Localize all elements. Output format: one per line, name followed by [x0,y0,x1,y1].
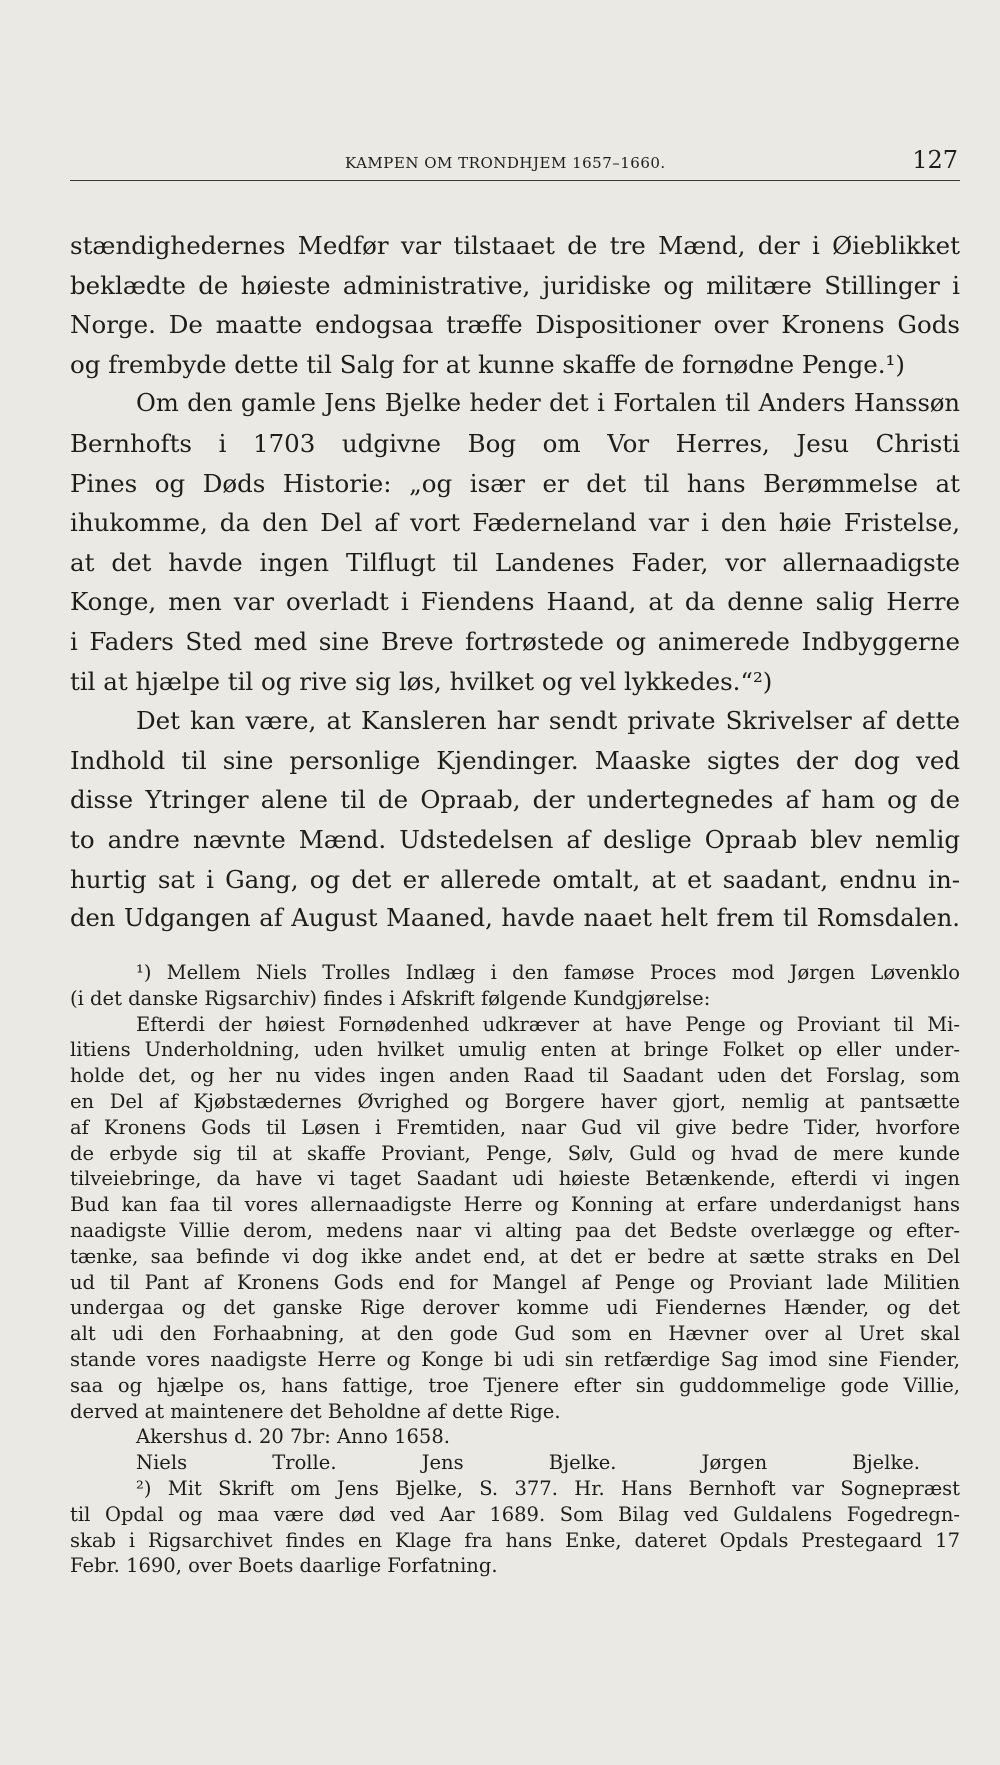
running-title: KAMPEN OM TRONDHJEM 1657–1660. [345,154,666,172]
footnote-line: til Opdal og maa være død ved Aar 1689. Som Bilag ved Guldalens Fogedregn- [70,1502,960,1526]
text-line: Pines og Døds Historie: „og især er det til hans Berømmelse at [70,468,960,498]
text-line: beklædte de høieste administrative, juridiske og militære Stillinger i [70,270,960,300]
text-line: Om den gamle Jens Bjelke heder det i Fortalen til Anders Hanssøn [136,389,960,418]
footnote-line: (i det danske Rigsarchiv) findes i Afskrift følgende Kundgjørelse: [70,986,711,1010]
footnote-line: Efterdi der høiest Fornødenhed udkræver at have Penge og Proviant til Mi- [136,1012,960,1036]
text-line: den Udgangen af August Maaned, havde naaet helt frem til Romsdalen. [70,904,960,933]
text-line: Konge, men var overladt i Fiendens Haand, at da denne salig Herre [70,587,960,617]
footnote-line: skab i Rigsarchivet findes en Klage fra hans Enke, dateret Opdals Prestegaard 17 [70,1528,960,1552]
text-line: Norge. De maatte endogsaa træffe Dispositioner over Kronens Gods [70,310,960,340]
signature: Jens Bjelke. [421,1451,617,1475]
footnote-line: Bud kan faa til vores allernaadigste Herre og Konning at erfare underdanigst hans [70,1193,960,1217]
footnote-line: naadigste Villie derom, medens naar vi alting paa det Bedste overlægge og efter- [70,1218,960,1242]
footnote-line: af Kronens Gods til Løsen i Fremtiden, naar Gud vil give bedre Tider, hvorfore [70,1115,960,1139]
text-line: Bernhofts i 1703 udgivne Bog om Vor Herres, Jesu Christi [70,428,960,458]
footnote-line: alt udi den Forhaabning, at den gode Gud som en Hævner over al Uret skal [70,1322,960,1346]
text-line: hurtig sat i Gang, og det er allerede omtalt, at et saadant, endnu in- [70,864,960,894]
signature-line [70,1450,960,1476]
footnote-line: holde det, og her nu vides ingen anden Raad til Saadant uden det Forslag, som [70,1064,960,1088]
text-line: disse Ytringer alene til de Opraab, der undertegnedes af ham og de [70,785,960,815]
footnote-line: tilveiebringe, da have vi taget Saadant udi høieste Betænkende, efterdi vi ingen [70,1167,960,1191]
text-line: og frembyde dette til Salg for at kunne skaffe de fornødne Penge.¹) [70,349,905,379]
text-line: ihukomme, da den Del af vort Fæderneland var i den høie Fristelse, [70,508,960,538]
text-line: til at hjælpe til og rive sig løs, hvilket og vel lykkedes.“²) [70,666,773,696]
footnote-line: saa og hjælpe os, hans fattige, troe Tjenere efter sin guddommelige gode Villie, [70,1373,960,1397]
footnote-line: Febr. 1690, over Boets daarlige Forfatning. [70,1554,498,1578]
text-line: Det kan være, at Kansleren har sendt private Skrivelser af dette [136,706,960,736]
footnotes [70,960,960,1579]
dateline: Akershus d. 20 7br: Anno 1658. [136,1425,450,1449]
footnote-line: ¹) Mellem Niels Trolles Indlæg i den famøse Proces mod Jørgen Løvenklo [136,961,960,984]
signature: Niels Trolle. [136,1451,337,1475]
text-line: stændighedernes Medfør var tilstaaet de tre Mænd, der i Øieblikket [70,231,960,260]
footnote-line: ud til Pant af Kronens Gods end for Mangel af Penge og Proviant lade Militien [70,1270,960,1294]
page-header [70,146,960,181]
footnote-line: tænke, saa befinde vi dog ikke andet end, at det er bedre at sætte straks en Del [70,1244,960,1268]
footnote-line: en Del af Kjøbstædernes Øvrighed og Borgere haver gjort, nemlig at pantsætte [70,1089,960,1113]
footnote-line: undergaa og det ganske Rige derover komme udi Fiendernes Hænder, og det [70,1296,960,1320]
footnote-line: de erbyde sig til at skaffe Proviant, Penge, Sølv, Guld og hvad de mere kunde [70,1141,960,1165]
page-number: 127 [912,146,958,174]
footnote-line: stande vores naadigste Herre og Konge bi udi sin retfærdige Sag imod sine Fiender, [70,1347,960,1371]
text-line: Indhold til sine personlige Kjendinger. Maaske sigtes der dog ved [70,745,960,775]
footnote-line: ²) Mit Skrift om Jens Bjelke, S. 377. Hr. Hans Bernhoft var Sognepræst [136,1476,960,1500]
footnote-line: litiens Underholdning, uden hvilket umulig enten at bringe Folket op eller under- [70,1038,960,1062]
text-line: i Faders Sted med sine Breve fortrøstede og animerede Indbyggerne [70,626,960,656]
main-text [70,226,960,939]
signature: Jørgen Bjelke. [701,1451,921,1475]
text-line: at det havde ingen Tilflugt til Landenes Fader, vor allernaadigste [70,547,960,577]
footnote-line: derved at maintenere det Beholdne af dette Rige. [70,1399,561,1423]
text-line: to andre nævnte Mænd. Udstedelsen af deslige Opraab blev nemlig [70,824,960,854]
